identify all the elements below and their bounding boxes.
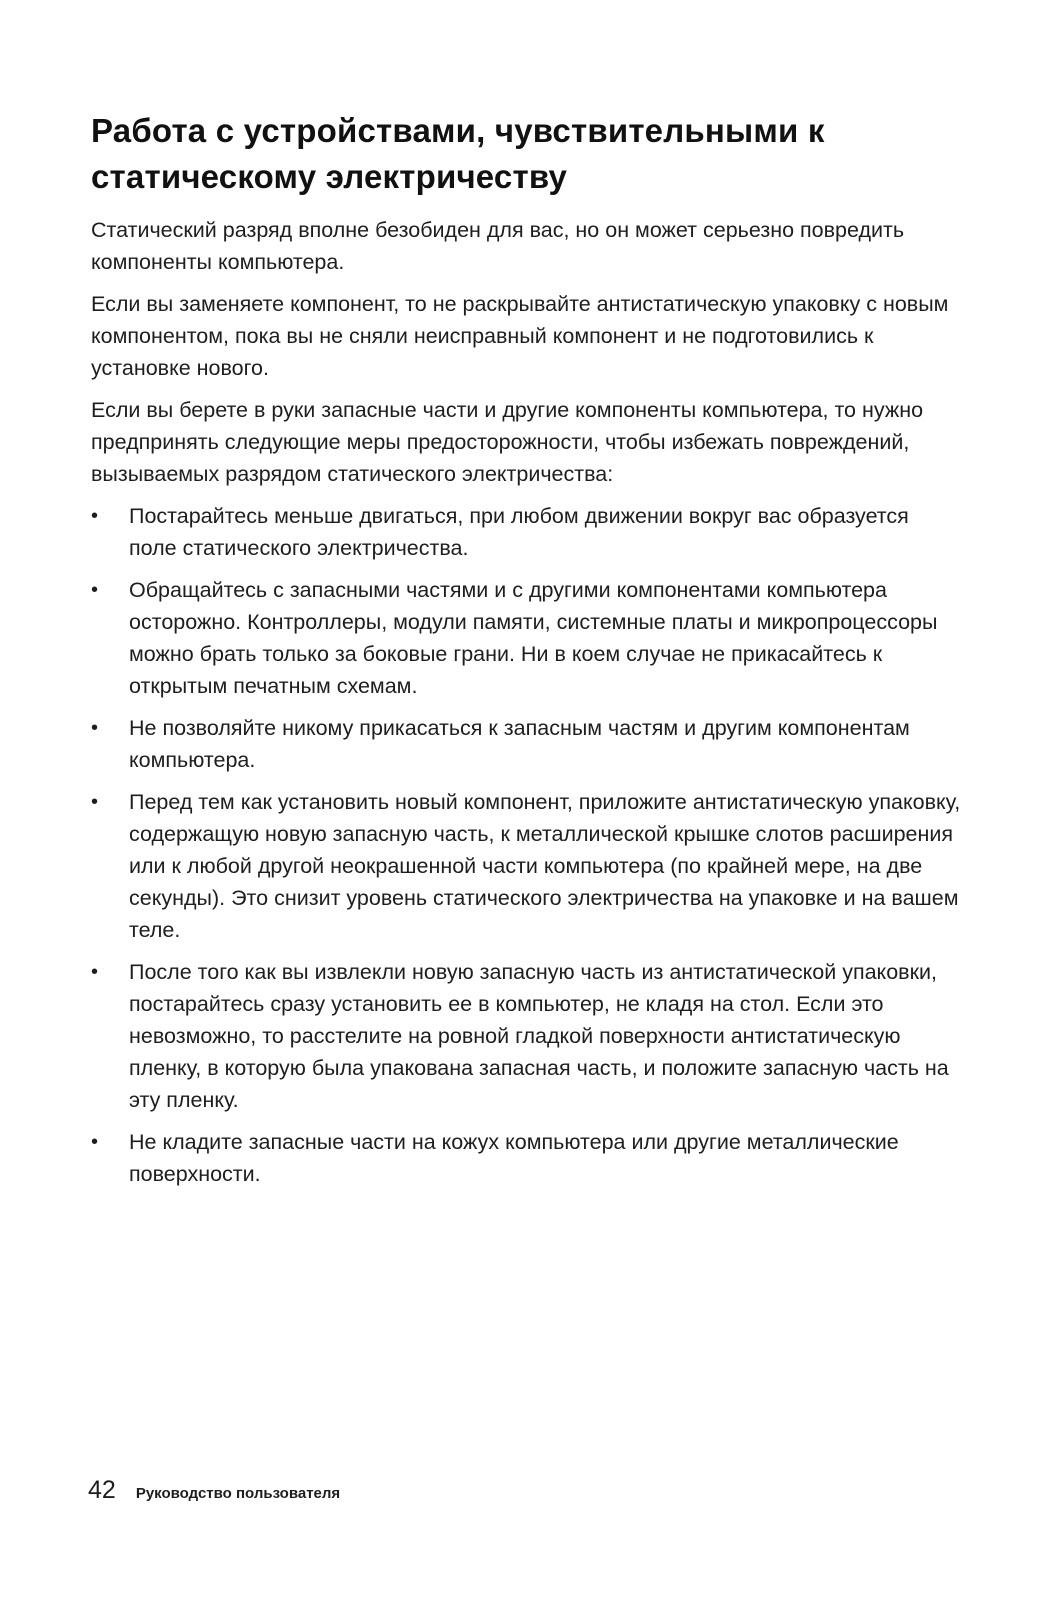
list-item-text: Постарайтесь меньше двигаться, при любом движении вокруг вас образуется поле статического электричества. [129, 504, 909, 560]
page-content [91, 108, 961, 1200]
list-item [91, 574, 961, 702]
list-item-text: Не позволяйте никому прикасаться к запасным частям и другим компонентам компьютера. [129, 716, 910, 772]
list-item [91, 500, 961, 564]
bullet-icon: • [91, 579, 99, 601]
list-item [91, 1126, 961, 1190]
list-item [91, 712, 961, 776]
page-footer [88, 1476, 340, 1505]
section-heading: Работа с устройствами, чувствительными к статическому электричеству [91, 112, 825, 195]
bullet-icon: • [91, 717, 99, 739]
list-item-text: Обращайтесь с запасными частями и с другими компонентами компьютера осторожно. Контроллеры, модули памяти, системные платы и микропроцессоры можно брать только за боковые грани. Ни в коем случае не прикасайтесь к открытым печатным схемам. [129, 578, 938, 698]
page-number: 42 [88, 1476, 116, 1504]
list-item-text: После того как вы извлекли новую запасную часть из антистатической упаковки, постарайтесь сразу установить ее в компьютер, не кладя на стол. Если это невозможно, то расстелите на ровной гладкой поверхности антистатическую пленку, в которую была упакована запасная часть, и положите запасную часть на эту пленку. [129, 960, 949, 1112]
bullet-icon: • [91, 961, 99, 983]
replacement-paragraph: Если вы заменяете компонент, то не раскрывайте антистатическую упаковку с новым компонентом, пока вы не сняли неисправный компонент и не подготовились к установке нового. [91, 292, 949, 380]
bullet-icon: • [91, 505, 99, 527]
precautions-list [91, 500, 961, 1190]
document-name: Руководство пользователя [135, 1485, 341, 1502]
bullet-icon: • [91, 1131, 99, 1153]
bullet-icon: • [91, 791, 99, 813]
list-item-text: Перед тем как установить новый компонент, приложите антистатическую упаковку, содержащую новую запасную часть, к металлической крышке слотов расширения или к любой другой неокрашенной части компьютера (по крайней мере, на две секунды). Это снизит уровень статического электричества на упаковке и на вашем теле. [129, 790, 961, 942]
precautions-paragraph: Если вы берете в руки запасные части и другие компоненты компьютера, то нужно предпринять следующие меры предосторожности, чтобы избежать повреждений, вызываемых разрядом статического электричества: [91, 398, 924, 486]
list-item-text: Не кладите запасные части на кожух компьютера или другие металлические поверхности. [129, 1130, 899, 1186]
list-item [91, 786, 961, 946]
intro-paragraph: Статический разряд вполне безобиден для вас, но он может серьезно повредить компоненты компьютера. [91, 218, 905, 274]
list-item [91, 956, 961, 1116]
